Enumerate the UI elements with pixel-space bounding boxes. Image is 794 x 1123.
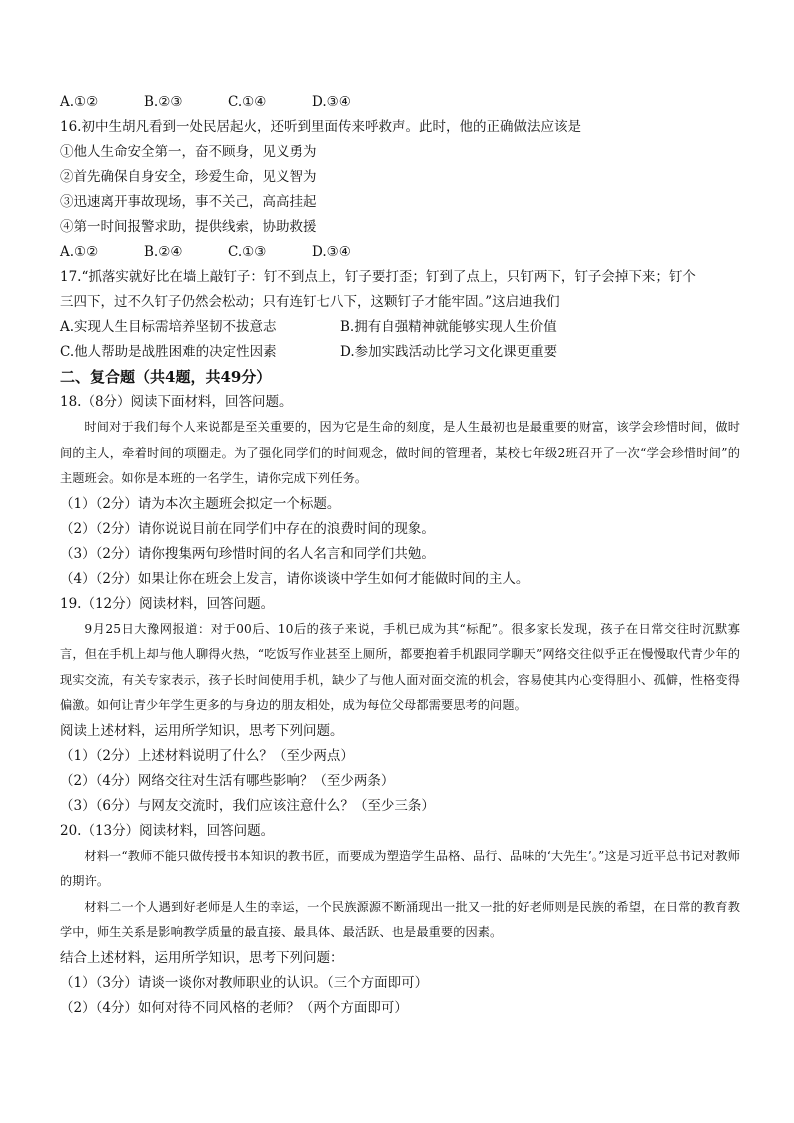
option-a: A.①②: [60, 244, 99, 260]
q15-options: [60, 90, 740, 115]
option-a: A.①②: [60, 94, 99, 110]
q19-head: 19.（12分）阅读材料，回答问题。: [60, 595, 275, 612]
q16-options: [60, 240, 740, 265]
option-c: C.他人帮助是战胜困难的决定性因素: [60, 344, 277, 360]
q20-task-2: （2）（4分）如何对待不同风格的老师？（两个方面即可）: [60, 999, 408, 1016]
q16-item-3: ③迅速离开事故现场，事不关己，高高挂起: [60, 194, 317, 210]
q19-task-2: （2）（4分）网络交往对生活有哪些影响？（至少两条）: [60, 772, 395, 789]
q20-material-1: 材料一“教师不能只做传授书本知识的教书匠，而要成为塑造学生品格、品行、品味的‘大先生’。”这是习近平总书记对教师的期许。: [60, 848, 740, 888]
option-c: C.①③: [228, 244, 267, 260]
option-b: B.②④: [144, 244, 183, 260]
q18-head: 18.（8分）阅读下面材料，回答问题。: [60, 394, 293, 410]
q18-task-4: （4）（2分）如果让你在班会上发言，请你谈谈中学生如何才能做时间的主人。: [60, 570, 530, 587]
q18-task-1: （1）（2分）请为本次主题班会拟定一个标题。: [60, 495, 341, 512]
q17-stem-line-1: 17.“抓落实就好比在墙上敲钉子：钉不到点上，钉子要打歪；钉到了点上，只钉两下，钉子会掉下来；钉个: [60, 269, 696, 285]
option-a: A.实现人生目标需培养坚韧不拔意志: [60, 319, 277, 335]
q18-task-3: （3）（2分）请你搜集两句珍惜时间的名人名言和同学们共勉。: [60, 545, 435, 562]
q19-task-3: （3）（6分）与网友交流时，我们应该注意什么？（至少三条）: [60, 797, 435, 814]
q17-options-row-2: [60, 340, 740, 365]
option-b: B.拥有自强精神就能够实现人生价值: [340, 319, 557, 335]
section-heading: 二、复合题（共4题，共49分）: [60, 368, 272, 386]
option-d: D.③④: [312, 244, 351, 260]
option-c: C.①④: [228, 94, 267, 110]
q20-head: 20.（13分）阅读材料，回答问题。: [60, 822, 275, 839]
q19-material: 9月25日大豫网报道：对于00后、10后的孩子来说，手机已成为其“标配”。很多家长发现，孩子在日常交往时沉默寡言，但在手机上却与他人聊得火热，“吃饭写作业甚至上厕所，都要抱着手机跟同学聊天”网络交往似乎正在慢慢取代青少年的现实交流，有关专家表示，孩子长时间使用手机，缺少了与他人面对面交流的机会，容易使其内心变得胆小、孤僻，性格变得偏激。如何让青少年学生更多的与身边的朋友相处，成为每位父母都需要思考的问题。: [60, 621, 740, 712]
q16-item-1: ①他人生命安全第一，奋不顾身，见义勇为: [60, 144, 317, 160]
option-d: D.参加实践活动比学习文化课更重要: [340, 344, 558, 360]
q20-material-2: 材料二一个人遇到好老师是人生的幸运，一个民族源源不断涌现出一批又一批的好老师则是民族的希望，在日常的教育教学中，师生关系是影响教学质量的最直接、最具体、最活跃、也是最重要的因素。: [60, 899, 740, 939]
q19-task-1: （1）（2分）上述材料说明了什么？（至少两点）: [60, 747, 354, 764]
option-d: D.③④: [312, 94, 351, 110]
q20-task-1: （1）（3分）请谈一谈你对教师职业的认识。（三个方面即可）: [60, 974, 429, 991]
q16-stem: 16.初中生胡凡看到一处民居起火，还听到里面传来呼救声。此时，他的正确做法应该是: [60, 119, 581, 135]
q16-item-4: ④第一时间报警求助，提供线索，协助救援: [60, 219, 317, 235]
exam-page: [60, 90, 740, 1021]
q19-prompt: 阅读上述材料，运用所学知识，思考下列问题。: [60, 722, 344, 739]
q17-options-row-1: [60, 315, 740, 340]
q20-prompt: 结合上述材料，运用所学知识，思考下列问题：: [60, 949, 344, 966]
q18-material: 时间对于我们每个人来说都是至关重要的，因为它是生命的刻度，是人生最初也是最重要的财富，该学会珍惜时间，做时间的主人，牵着时间的项圈走。为了强化同学们的时间观念，做时间的管理者，某校七年级2班召开了一次“学会珍惜时间”的主题班会。如你是本班的一名学生，请你完成下列任务。: [60, 420, 740, 485]
q18-task-2: （2）（2分）请你说说目前在同学们中存在的浪费时间的现象。: [60, 520, 435, 537]
q17-stem-line-2: 三四下，过不久钉子仍然会松动；只有连钉七八下，这颗钉子才能牢固。”这启迪我们: [60, 294, 560, 310]
q16-item-2: ②首先确保自身安全，珍爱生命，见义智为: [60, 169, 317, 185]
option-b: B.②③: [144, 94, 183, 110]
